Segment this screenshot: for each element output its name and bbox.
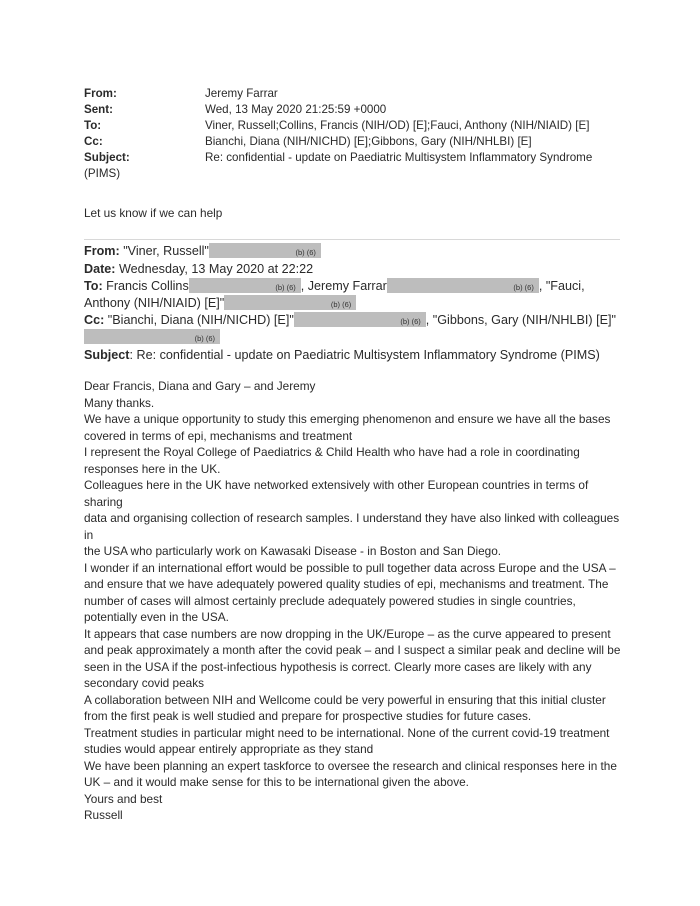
body-line: Yours and best <box>84 791 163 806</box>
redaction-code: (b) (6) <box>330 300 352 309</box>
header-subject-label: Subject: <box>84 151 130 164</box>
fw-subject-label: Subject <box>84 348 130 362</box>
reply-text: Let us know if we can help <box>84 206 223 220</box>
fw-subject-row <box>84 347 600 364</box>
divider <box>84 239 620 240</box>
header-to-row <box>84 118 589 134</box>
header-cc-label: Cc: <box>84 135 103 148</box>
redaction-code: (b) (6) <box>295 248 316 257</box>
fw-to-value-3: , "Fauci, <box>538 279 585 293</box>
body-line: Dear Francis, Diana and Gary – and Jeremy <box>84 379 316 393</box>
body-line: data and organising collection of research samples. I understand they have also linked with colleagues in <box>84 511 620 542</box>
body-line: covered in terms of epi, mechanisms and treatment <box>84 428 353 443</box>
redaction-box <box>224 295 356 310</box>
fw-from-row <box>84 243 321 260</box>
fw-date-label: Date: <box>84 262 116 276</box>
redaction-code: (b) (6) <box>275 283 296 292</box>
fw-from-value: "Viner, Russell" <box>123 244 209 258</box>
body-line: and peak approximately a month after the covid peak – and I suspect a similar peak and decline will be <box>84 643 621 657</box>
body-line: potentially even in the USA. <box>84 610 229 624</box>
header-sent-value: Wed, 13 May 2020 21:25:59 +0000 <box>205 103 387 116</box>
header-from-label: From: <box>84 87 117 100</box>
body-line: I represent the Royal College of Paediatrics & Child Health who have had a role in coordinating <box>84 445 580 459</box>
body-line: We have been planning an expert taskforce to oversee the research and clinical responses here in the <box>84 758 617 773</box>
message-body <box>84 378 624 824</box>
header-to-value: Viner, Russell;Collins, Francis (NIH/OD) [E];Fauci, Anthony (NIH/NIAID) [E] <box>205 119 590 132</box>
header-subject-value: Re: confidential - update on Paediatric Multisystem Inflammatory Syndrome <box>205 151 593 164</box>
header-from-value: Jeremy Farrar <box>205 87 278 100</box>
body-line: the USA who particularly work on Kawasaki Disease - in Boston and San Diego. <box>84 544 502 558</box>
body-line: responses here in the UK. <box>84 461 221 476</box>
body-line: from the first peak is well studied and prepare for prospective studies for future cases. <box>84 709 532 723</box>
fw-cc-row-cont <box>84 329 220 346</box>
body-line: It appears that case numbers are now dropping in the UK/Europe – as the curve appeared to present <box>84 626 611 641</box>
fw-date-value: Wednesday, 13 May 2020 at 22:22 <box>119 262 314 276</box>
body-line: UK – and it would make sense for this to be international given the above. <box>84 775 469 789</box>
header-sent-row <box>84 102 386 118</box>
fw-subject-value: : Re: confidential - update on Paediatric Multisystem Inflammatory Syndrome (PIMS) <box>129 348 600 362</box>
body-line: Treatment studies in particular might need to be international. None of the current covid-19 treatment <box>84 725 610 740</box>
header-subject-row <box>84 150 592 166</box>
redaction-code: (b) (6) <box>400 317 421 326</box>
redaction-box <box>84 329 220 344</box>
body-line: seen in the USA if the post-infectious hypothesis is correct. Clearly more cases are likely with any <box>84 659 592 674</box>
header-sent-label: Sent: <box>84 103 113 116</box>
redaction-box <box>294 312 426 327</box>
fw-cc-label: Cc: <box>84 313 105 327</box>
body-line: studies would appear entirely appropriate as they stand <box>84 742 374 756</box>
fw-to-row-cont <box>84 295 356 312</box>
header-subject-continuation: (PIMS) <box>84 167 121 180</box>
fw-to-value-2: , Jeremy Farrar <box>300 279 387 293</box>
body-line: We have a unique opportunity to study this emerging phenomenon and ensure we have all the bases <box>84 412 611 426</box>
body-line: Many thanks. <box>84 395 155 410</box>
fw-cc-value-1: "Bianchi, Diana (NIH/NICHD) [E]" <box>107 313 294 327</box>
header-cc-row <box>84 134 532 150</box>
body-line: number of cases will almost certainly preclude adequately powered studies in single countries, <box>84 593 576 608</box>
fw-cc-row <box>84 312 616 329</box>
fw-to-label: To: <box>84 279 103 293</box>
fw-cc-value-2: , "Gibbons, Gary (NIH/NHLBI) [E]" <box>425 313 616 327</box>
redaction-box <box>189 278 301 293</box>
header-cc-value: Bianchi, Diana (NIH/NICHD) [E];Gibbons, Gary (NIH/NHLBI) [E] <box>205 135 532 148</box>
redaction-code: (b) (6) <box>194 334 215 343</box>
redaction-code: (b) (6) <box>513 283 534 292</box>
body-line: A collaboration between NIH and Wellcome could be very powerful in ensuring that this initial cluster <box>84 692 606 707</box>
body-line: and ensure that we have adequately powered quality studies of epi, mechanisms and treatment. The <box>84 577 609 591</box>
body-line: secondary covid peaks <box>84 676 205 690</box>
redaction-box <box>387 278 539 293</box>
body-line: Colleagues here in the UK have networked extensively with other European countries in terms of sharing <box>84 478 589 509</box>
fw-to-row <box>84 278 585 295</box>
body-line: Russell <box>84 808 123 822</box>
header-from-row <box>84 86 278 102</box>
fw-from-label: From: <box>84 244 120 258</box>
body-line: I wonder if an international effort would be possible to pull together data across Europe and the USA – <box>84 560 616 575</box>
fw-date-row <box>84 261 313 278</box>
fw-to-value-1: Francis Collins <box>106 279 189 293</box>
fw-to-value-4: Anthony (NIH/NIAID) [E]" <box>84 296 225 310</box>
header-to-label: To: <box>84 119 102 132</box>
redaction-box <box>209 243 321 258</box>
